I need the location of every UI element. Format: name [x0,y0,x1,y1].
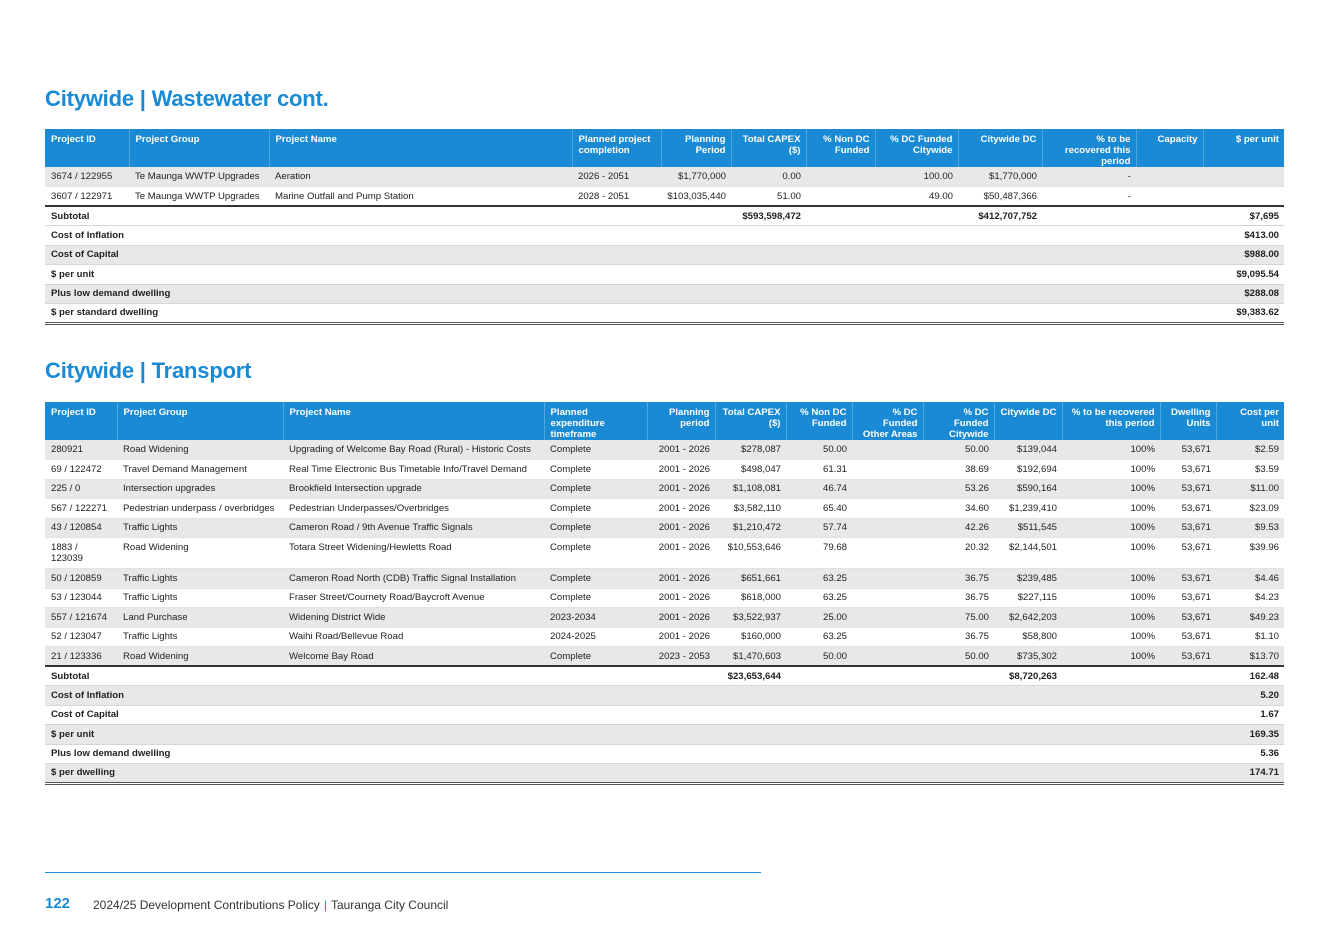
subtotal-row [45,206,1284,226]
col-header-dc-funded-citywide: % DC Funded Citywide [923,402,994,440]
col-header-project-id: Project ID [45,129,129,167]
col-header-timeframe: Planned expenditure timeframe [544,402,647,440]
cell-planning-period: 2001 - 2026 [647,440,715,460]
capital-value: $988.00 [1203,245,1284,265]
cell-cost-per-unit: $9.53 [1216,518,1284,538]
cell-non-dc: 61.31 [786,460,852,480]
cell-recovered: 100% [1062,569,1160,589]
footer-rule [45,872,761,873]
cell-timeframe: Complete [544,440,647,460]
cell-timeframe: 2023-2034 [544,608,647,628]
cell-project-name: Welcome Bay Road [283,647,544,667]
cell-total-capex: $1,108,081 [715,479,786,499]
footer-separator: | [323,898,327,912]
cell-project-id: 3607 / 122971 [45,187,129,207]
cell-planning-period: 2001 - 2026 [647,588,715,608]
col-header-capacity: Capacity [1136,129,1203,167]
inflation-value: 5.20 [1216,686,1284,706]
cell-project-group: Te Maunga WWTP Upgrades [129,167,269,187]
cell-project-id: 225 / 0 [45,479,117,499]
cell-cost-per-unit: $2.59 [1216,440,1284,460]
cell-project-id: 557 / 121674 [45,608,117,628]
cell-total-capex: $3,582,110 [715,499,786,519]
cell-project-name: Totara Street Widening/Hewletts Road [283,538,544,569]
cell-recovered: 100% [1062,518,1160,538]
cell-timeframe: 2024-2025 [544,627,647,647]
low-demand-label: Plus low demand dwelling [45,744,1216,764]
capital-row [45,245,1284,265]
cell-non-dc [806,187,875,207]
cell-total-capex: $498,047 [715,460,786,480]
col-header-per-unit: $ per unit [1203,129,1284,167]
cell-timeframe: Complete [544,569,647,589]
cell-project-id: 52 / 123047 [45,627,117,647]
cell-total-capex: $1,210,472 [715,518,786,538]
cell-project-group: Road Widening [117,440,283,460]
table-row [45,608,1284,628]
cell-citywide-dc: $735,302 [994,647,1062,667]
cell-project-id: 43 / 120854 [45,518,117,538]
low-demand-label: Plus low demand dwelling [45,284,1203,304]
subtotal-label: Subtotal [45,206,731,226]
cell-recovered: 100% [1062,647,1160,667]
cell-project-name: Aeration [269,167,572,187]
capital-row [45,705,1284,725]
col-header-project-name: Project Name [283,402,544,440]
cell-project-id: 69 / 122472 [45,460,117,480]
cell-dwelling-units: 53,671 [1160,538,1216,569]
table-row [45,499,1284,519]
cell-citywide-dc: $590,164 [994,479,1062,499]
cell-dwelling-units: 53,671 [1160,569,1216,589]
cell-total-capex: $160,000 [715,627,786,647]
cell-recovered: - [1042,187,1136,207]
capital-label: Cost of Capital [45,245,1203,265]
subtotal-value: $7,695 [1203,206,1284,226]
cell-dwelling-units: 53,671 [1160,608,1216,628]
cell-timeframe: Complete [544,499,647,519]
cell-project-id: 567 / 122271 [45,499,117,519]
per-unit-label: $ per unit [45,725,1216,745]
per-unit-value: 169.35 [1216,725,1284,745]
cell-cost-per-unit: $4.46 [1216,569,1284,589]
footer-text [93,898,448,912]
table-row [45,569,1284,589]
table-row [45,538,1284,569]
cell-dc-citywide: 36.75 [923,627,994,647]
per-dwelling-value: $9,383.62 [1203,304,1284,324]
cell-dwelling-units: 53,671 [1160,440,1216,460]
cell-project-group: Traffic Lights [117,588,283,608]
cell-dwelling-units: 53,671 [1160,479,1216,499]
cell-non-dc: 65.40 [786,499,852,519]
cell-cost-per-unit: $39.96 [1216,538,1284,569]
cell-project-id: 21 / 123336 [45,647,117,667]
table-header-row [45,402,1284,440]
cell-dc-other [852,608,923,628]
col-header-total-capex: Total CAPEX ($) [715,402,786,440]
cell-dc-other [852,460,923,480]
cell-dc-citywide: 36.75 [923,569,994,589]
cell-dc-other [852,499,923,519]
cell-cost-per-unit: $3.59 [1216,460,1284,480]
per-unit-value: $9,095.54 [1203,265,1284,285]
cell-project-group: Road Widening [117,647,283,667]
cell-project-name: Marine Outfall and Pump Station [269,187,572,207]
cell-dc-citywide: 42.26 [923,518,994,538]
subtotal-citywide-dc: $412,707,752 [958,206,1042,226]
cell-cost-per-unit: $13.70 [1216,647,1284,667]
cell-timeframe: Complete [544,479,647,499]
low-demand-value: $288.08 [1203,284,1284,304]
cell-non-dc: 63.25 [786,588,852,608]
col-header-cost-per-unit: Cost per unit [1216,402,1284,440]
inflation-row [45,686,1284,706]
cell-dc-other [852,479,923,499]
section-title-transport: Citywide | Transport [45,358,252,383]
low-demand-row [45,744,1284,764]
cell-cost-per-unit: $4.23 [1216,588,1284,608]
per-dwelling-label: $ per standard dwelling [45,304,1203,324]
col-header-dc-funded-other: % DC Funded Other Areas [852,402,923,440]
cell-dc-citywide: 50.00 [923,440,994,460]
cell-planning-period: 2001 - 2026 [647,627,715,647]
cell-project-group: Traffic Lights [117,627,283,647]
table-row [45,479,1284,499]
table-header-row [45,129,1284,167]
col-header-non-dc-funded: % Non DC Funded [786,402,852,440]
cell-dc-citywide: 53.26 [923,479,994,499]
cell-total-capex: $278,087 [715,440,786,460]
cell-project-group: Road Widening [117,538,283,569]
col-header-planning-period: Planning period [647,402,715,440]
per-unit-row [45,265,1284,285]
cell-dc-other [852,518,923,538]
cell-dc-other [852,440,923,460]
cell-total-capex: $651,661 [715,569,786,589]
cell-non-dc [806,167,875,187]
cell-project-id: 53 / 123044 [45,588,117,608]
inflation-row [45,226,1284,246]
cell-project-group: Land Purchase [117,608,283,628]
cell-planning-period: 2001 - 2026 [647,499,715,519]
cell-recovered: 100% [1062,588,1160,608]
cell-dc-citywide: 20.32 [923,538,994,569]
cell-project-name: Cameron Road North (CDB) Traffic Signal Installation [283,569,544,589]
table-row [45,440,1284,460]
cell-project-name: Waihi Road/Bellevue Road [283,627,544,647]
inflation-label: Cost of Inflation [45,686,1216,706]
cell-total-capex: $1,470,603 [715,647,786,667]
capital-value: 1.67 [1216,705,1284,725]
col-header-non-dc-funded: % Non DC Funded [806,129,875,167]
cell-project-group: Te Maunga WWTP Upgrades [129,187,269,207]
table-row [45,187,1284,207]
section-title-wastewater: Citywide | Wastewater cont. [45,86,329,111]
col-header-citywide-dc: Citywide DC [958,129,1042,167]
cell-dc-citywide: 36.75 [923,588,994,608]
cell-completion: 2026 - 2051 [572,167,661,187]
cell-citywide-dc: $192,694 [994,460,1062,480]
cell-non-dc: 50.00 [786,440,852,460]
cell-project-id: 1883 / 123039 [45,538,117,569]
col-header-project-group: Project Group [117,402,283,440]
cell-project-name: Brookfield Intersection upgrade [283,479,544,499]
cell-citywide-dc: $227,115 [994,588,1062,608]
subtotal-row [45,666,1284,686]
cell-dc-citywide: 100.00 [875,167,958,187]
inflation-value: $413.00 [1203,226,1284,246]
cell-recovered: - [1042,167,1136,187]
cell-recovered: 100% [1062,608,1160,628]
col-header-project-group: Project Group [129,129,269,167]
cell-total-capex: $3,522,937 [715,608,786,628]
cell-dc-citywide: 50.00 [923,647,994,667]
cell-dc-citywide: 38.69 [923,460,994,480]
col-header-recovered: % to be recovered this period [1062,402,1160,440]
table-row [45,627,1284,647]
cell-dc-citywide: 34.60 [923,499,994,519]
cell-citywide-dc: $511,545 [994,518,1062,538]
page-number: 122 [45,895,71,912]
cell-non-dc: 79.68 [786,538,852,569]
col-header-project-id: Project ID [45,402,117,440]
capital-label: Cost of Capital [45,705,1216,725]
subtotal-capex: $23,653,644 [715,666,786,686]
cell-citywide-dc: $139,044 [994,440,1062,460]
transport-table [45,402,1284,785]
cell-planning-period: 2001 - 2026 [647,518,715,538]
cell-project-name: Upgrading of Welcome Bay Road (Rural) - Historic Costs [283,440,544,460]
cell-project-name: Widening District Wide [283,608,544,628]
cell-planning-period: 2001 - 2026 [647,479,715,499]
subtotal-citywide-dc: $8,720,263 [994,666,1062,686]
cell-planning-period: 2001 - 2026 [647,569,715,589]
cell-recovered: 100% [1062,460,1160,480]
cell-citywide-dc: $50,487,366 [958,187,1042,207]
per-dwelling-label: $ per dwelling [45,764,1216,784]
cell-citywide-dc: $1,239,410 [994,499,1062,519]
col-header-planning-period: Planning Period [661,129,731,167]
col-header-citywide-dc: Citywide DC [994,402,1062,440]
footer-document-title: 2024/25 Development Contributions Policy [93,898,320,912]
subtotal-label: Subtotal [45,666,715,686]
cell-project-id: 3674 / 122955 [45,167,129,187]
cell-planning-period: 2001 - 2026 [647,608,715,628]
col-header-dwelling-units: Dwelling Units [1160,402,1216,440]
cell-timeframe: Complete [544,538,647,569]
col-header-completion: Planned project completion [572,129,661,167]
per-unit-label: $ per unit [45,265,1203,285]
cell-timeframe: Complete [544,647,647,667]
wastewater-table [45,129,1284,325]
cell-project-name: Cameron Road / 9th Avenue Traffic Signals [283,518,544,538]
cell-non-dc: 63.25 [786,627,852,647]
cell-timeframe: Complete [544,518,647,538]
cell-non-dc: 50.00 [786,647,852,667]
cell-cost-per-unit: $49.23 [1216,608,1284,628]
col-header-project-name: Project Name [269,129,572,167]
cell-total-capex: 0.00 [731,167,806,187]
cell-dwelling-units: 53,671 [1160,499,1216,519]
cell-dwelling-units: 53,671 [1160,518,1216,538]
footer-organisation: Tauranga City Council [330,898,449,912]
per-unit-row [45,725,1284,745]
cell-dc-other [852,647,923,667]
cell-citywide-dc: $2,642,203 [994,608,1062,628]
cell-cost-per-unit: $1.10 [1216,627,1284,647]
cell-per-unit [1203,167,1284,187]
cell-dc-other [852,538,923,569]
cell-project-group: Traffic Lights [117,569,283,589]
table-row [45,518,1284,538]
cell-planning-period: 2001 - 2026 [647,538,715,569]
inflation-label: Cost of Inflation [45,226,1203,246]
cell-project-name: Fraser Street/Cournety Road/Baycroft Avenue [283,588,544,608]
cell-dwelling-units: 53,671 [1160,588,1216,608]
cell-project-group: Traffic Lights [117,518,283,538]
cell-planning-period: 2023 - 2053 [647,647,715,667]
cell-project-name: Pedestrian Underpasses/Overbridges [283,499,544,519]
subtotal-value: 162.48 [1216,666,1284,686]
per-dwelling-value: 174.71 [1216,764,1284,784]
cell-recovered: 100% [1062,538,1160,569]
cell-project-group: Travel Demand Management [117,460,283,480]
cell-citywide-dc: $58,800 [994,627,1062,647]
cell-completion: 2028 - 2051 [572,187,661,207]
cell-recovered: 100% [1062,479,1160,499]
subtotal-capex: $593,598,472 [731,206,806,226]
cell-total-capex: $10,553,646 [715,538,786,569]
cell-dc-citywide: 49.00 [875,187,958,207]
table-row [45,647,1284,667]
cell-per-unit [1203,187,1284,207]
col-header-dc-funded-citywide: % DC Funded Citywide [875,129,958,167]
table-row [45,460,1284,480]
cell-non-dc: 25.00 [786,608,852,628]
table-row [45,167,1284,187]
per-dwelling-row [45,304,1284,324]
cell-timeframe: Complete [544,460,647,480]
cell-cost-per-unit: $11.00 [1216,479,1284,499]
cell-citywide-dc: $1,770,000 [958,167,1042,187]
cell-planning-period: $103,035,440 [661,187,731,207]
cell-non-dc: 63.25 [786,569,852,589]
cell-total-capex: 51.00 [731,187,806,207]
table-row [45,588,1284,608]
cell-project-id: 280921 [45,440,117,460]
cell-project-name: Real Time Electronic Bus Timetable Info/Travel Demand [283,460,544,480]
cell-cost-per-unit: $23.09 [1216,499,1284,519]
cell-planning-period: 2001 - 2026 [647,460,715,480]
cell-project-group: Pedestrian underpass / overbridges [117,499,283,519]
cell-recovered: 100% [1062,627,1160,647]
cell-capacity [1136,167,1203,187]
cell-planning-period: $1,770,000 [661,167,731,187]
low-demand-value: 5.36 [1216,744,1284,764]
cell-project-group: Intersection upgrades [117,479,283,499]
per-dwelling-row [45,764,1284,784]
low-demand-row [45,284,1284,304]
cell-dwelling-units: 53,671 [1160,627,1216,647]
cell-dc-other [852,627,923,647]
col-header-recovered: % to be recovered this period [1042,129,1136,167]
cell-project-id: 50 / 120859 [45,569,117,589]
cell-citywide-dc: $2,144,501 [994,538,1062,569]
cell-recovered: 100% [1062,440,1160,460]
cell-citywide-dc: $239,485 [994,569,1062,589]
cell-non-dc: 57.74 [786,518,852,538]
cell-dc-citywide: 75.00 [923,608,994,628]
cell-capacity [1136,187,1203,207]
cell-dwelling-units: 53,671 [1160,647,1216,667]
cell-timeframe: Complete [544,588,647,608]
cell-recovered: 100% [1062,499,1160,519]
cell-dwelling-units: 53,671 [1160,460,1216,480]
cell-dc-other [852,588,923,608]
cell-total-capex: $618,000 [715,588,786,608]
col-header-total-capex: Total CAPEX ($) [731,129,806,167]
cell-dc-other [852,569,923,589]
cell-non-dc: 46.74 [786,479,852,499]
